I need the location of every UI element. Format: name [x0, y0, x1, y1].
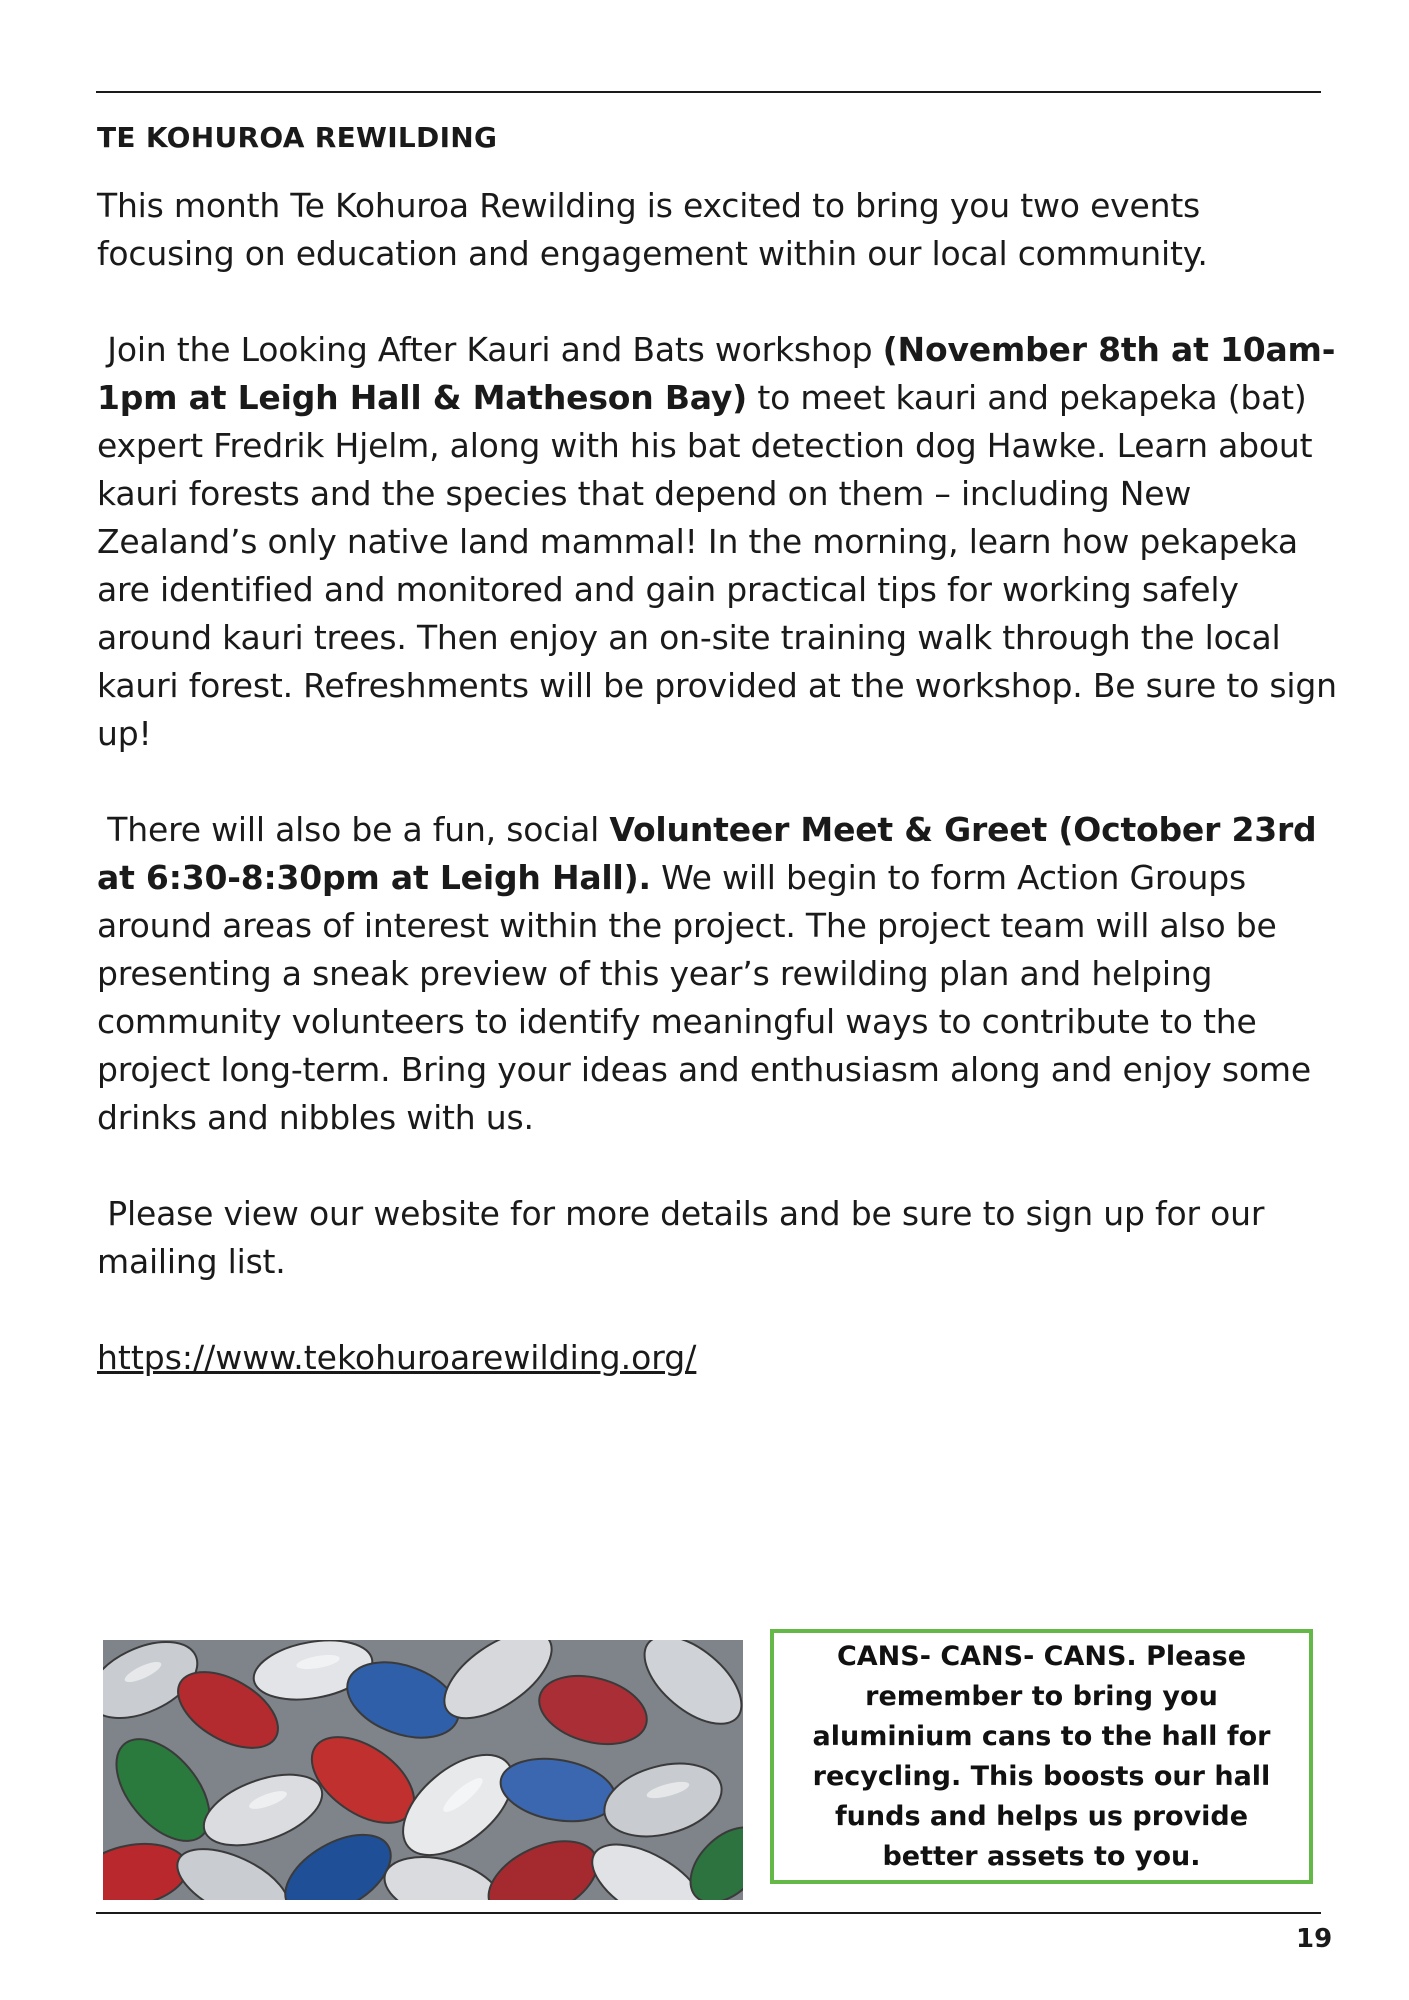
- meet-greet-paragraph: [97, 806, 1337, 1142]
- website-link[interactable]: https://www.tekohuroarewilding.org/: [97, 1338, 697, 1377]
- page-number: 19: [1296, 1924, 1333, 1954]
- website-text: Please view our website for more details and be sure to sign up for our mailing list.: [97, 1194, 1265, 1281]
- workshop-paragraph: [97, 326, 1337, 758]
- bottom-divider: [96, 1912, 1321, 1914]
- article-title: TE KOHUROA REWILDING: [97, 121, 498, 154]
- meet-greet-date-location: Volunteer Meet & Greet (October 23rd at 6:30-8:30pm at Leigh Hall).: [97, 810, 1317, 897]
- cans-recycling-notice: [770, 1629, 1313, 1884]
- top-divider: [96, 91, 1321, 93]
- workshop-lead: Join the Looking After Kauri and Bats workshop: [107, 330, 883, 369]
- workshop-body: to meet kauri and pekapeka (bat) expert Fredrik Hjelm, along with his bat detection dog Hawke. Learn about kauri forests and the species that depend on them – including New Zealand’s only native land mammal! In the morning, learn how pekapeka are identified and monitored and gain practical tips for working safely around kauri trees. Then enjoy an on-site training walk through the local kauri forest. Refreshments will be provided at the workshop. Be sure to sign up!: [97, 378, 1337, 753]
- meet-greet-lead: There will also be a fun, social: [107, 810, 610, 849]
- website-paragraph: [97, 1190, 1337, 1286]
- meet-greet-body: We will begin to form Action Groups around areas of interest within the project. The project team will also be presenting a sneak preview of this year’s rewilding plan and helping community volunteers to identify meaningful ways to contribute to the project long-term. Bring your ideas and enthusiasm along and enjoy some drinks and nibbles with us.: [97, 858, 1311, 1137]
- article: [97, 108, 1337, 1382]
- intro-paragraph: This month Te Kohuroa Rewilding is excited to bring you two events focusing on education and engagement within our local community.: [97, 186, 1208, 273]
- workshop-date-location: (November 8th at 10am-1pm at Leigh Hall & Matheson Bay): [97, 330, 1336, 417]
- cans-notice-text: CANS- CANS- CANS. Please remember to bring you aluminium cans to the hall for recycling. This boosts our hall funds and helps us provide better assets to you.: [812, 1640, 1271, 1872]
- crushed-cans-photo: [103, 1640, 743, 1900]
